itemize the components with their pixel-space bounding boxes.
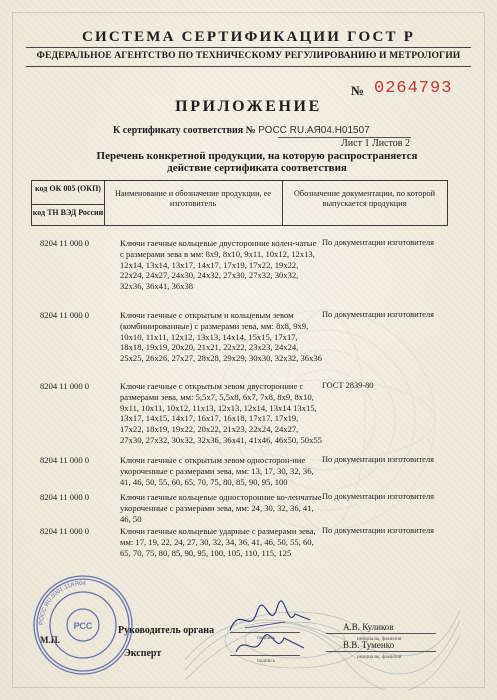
row-documentation: По документации изготовителя xyxy=(322,238,434,247)
head-sign-caption: подпись xyxy=(257,635,276,641)
expert-label: Эксперт xyxy=(124,648,162,659)
row-description: Ключи гаечные с открытым зевом двусторонние с размерами зева, мм: 5,5х7, 5,5х8, 6х7, 7х8, 8х9, 8х10, 9х11, 10х11, 10х12, 11х13, 12х13, 12х14, 13х14 13х15, 13х17, 14х15, 14х17, 16х17, 16х18, 17х17, 17х19, 17х22, 18х19, 19х22, 20х22, 21х23, 22х24, 24х27, 27х30, 27х32, 30х32, 32х36, 36х41, 41х46, 46х50, 50х55 xyxy=(120,381,322,445)
row-description: Ключи гаечные с открытым и кольцевым зевом (комбинированные) с размерами зева, мм: 8х8, 9х9, 10х10, 11х11, 12х12, 13х13, 14х14, 15х15, 17х17, 18х18, 19х19, 20х20, 21х21, 22х22, 23х23, 24х24, 25х25, 26х26, 27х27, 28х28, 29х29, 30х30, 32х32, 36х36 xyxy=(120,310,322,364)
row-description: Ключи гаечные кольцевые односторонние ко-ленчатые укороченные с размерами зева, мм: 24, 30, 32, 36, 41, 46, 50 xyxy=(120,492,322,524)
expert-sign-caption: подпись xyxy=(257,658,276,664)
stamp-place-label: М.П. xyxy=(40,635,60,645)
row-documentation: По документации изготовителя xyxy=(322,455,434,464)
seal-text: РОСС RU.0001.11АЯ04 xyxy=(38,580,86,626)
certificate-number: РОСС RU.АЯ04.Н01507 xyxy=(258,125,370,136)
sheet-number: Лист 1 Листов 2 xyxy=(341,138,410,149)
header-product-name: Наименование и обозначение продукции, ее изготовитель xyxy=(114,189,272,208)
form-number-label: № xyxy=(351,83,365,98)
certificate-label: К сертификату соответствия № xyxy=(113,125,256,136)
head-label: Руководитель органа xyxy=(118,625,214,636)
row-description: Ключи гаечные с открытым зевом односторон-ние укороченные с размерами зева, мм: 13, 17, 30, 32, 36, 41, 46, 50, 55, 60, 65, 70, 75, 80, 85, 90, 95, 100 xyxy=(120,455,314,487)
header-rule-bottom xyxy=(26,66,471,67)
row-code: 8204 11 000 0 xyxy=(40,455,90,465)
guilloche-watermark xyxy=(175,590,465,690)
row-code: 8204 11 000 0 xyxy=(40,492,90,502)
expert-name: В.В. Туменко xyxy=(343,640,395,650)
header-rule-top xyxy=(26,47,471,48)
svg-text:РОСС RU.0001.11АЯ04 xyxy=(39,581,87,625)
row-documentation: По документации изготовителя xyxy=(322,526,434,535)
head-name-line xyxy=(326,633,436,634)
row-description: Ключи гаечные кольцевые двусторонние колен-чатые с размерами зева в мм: 8х9, 8х10, 9х11, 10х12, 12х13, 12х14, 13х14, 13х17, 14х17, 17х19, 17х22, 19х22, 22х24, 24х27, 24х30, 24х32, 27х30, 27х32, 30х32, 32х36, 36х41, 36х38 xyxy=(120,238,317,292)
row-code: 8204 11 000 0 xyxy=(40,526,90,536)
row-description: Ключи гаечные кольцевые ударные с размерами зева, мм: 17, 19, 22, 24, 27, 30, 32, 34, 36, 41, 46, 50, 55, 60, 65, 70, 75, 80, 85, 90, 95, 100, 105, 110, 115, 125 xyxy=(120,526,316,558)
table-divider xyxy=(32,204,104,205)
head-name: А.В. Куликов xyxy=(343,622,394,632)
expert-name-line xyxy=(326,651,436,652)
header-tnved: код ТН ВЭД России xyxy=(32,208,104,217)
row-code: 8204 11 000 0 xyxy=(40,238,90,248)
header-documentation: Обозначение документации, по которой выпускается продукция xyxy=(293,189,436,208)
system-title: СИСТЕМА СЕРТИФИКАЦИИ ГОСТ Р xyxy=(81,29,416,45)
table-header xyxy=(31,180,448,226)
expert-signature xyxy=(232,630,312,660)
row-documentation: ГОСТ 2839-80 xyxy=(322,381,374,390)
appendix-title: ПРИЛОЖЕНИЕ xyxy=(175,98,322,115)
row-documentation: По документации изготовителя xyxy=(322,310,434,319)
head-name-caption: инициалы, фамилия xyxy=(357,636,402,642)
expert-name-caption: инициалы, фамилия xyxy=(357,654,402,660)
row-documentation: По документации изготовителя xyxy=(322,492,434,501)
organ-seal xyxy=(31,573,135,677)
svg-text:РСС: РСС xyxy=(73,621,93,631)
list-title: Перечень конкретной продукции, на которую распространяется действие сертификата соответствия xyxy=(96,150,418,174)
certificate-line xyxy=(113,125,370,136)
row-code: 8204 11 000 0 xyxy=(40,381,90,391)
header-okp: код ОК 005 (ОКП) xyxy=(35,184,101,193)
agency-title: ФЕДЕРАЛЬНОЕ АГЕНТСТВО ПО ТЕХНИЧЕСКОМУ РЕГУЛИРОВАНИЮ И МЕТРОЛОГИИ xyxy=(36,50,461,61)
form-number: 0264793 xyxy=(374,79,453,98)
row-code: 8204 11 000 0 xyxy=(40,310,90,320)
